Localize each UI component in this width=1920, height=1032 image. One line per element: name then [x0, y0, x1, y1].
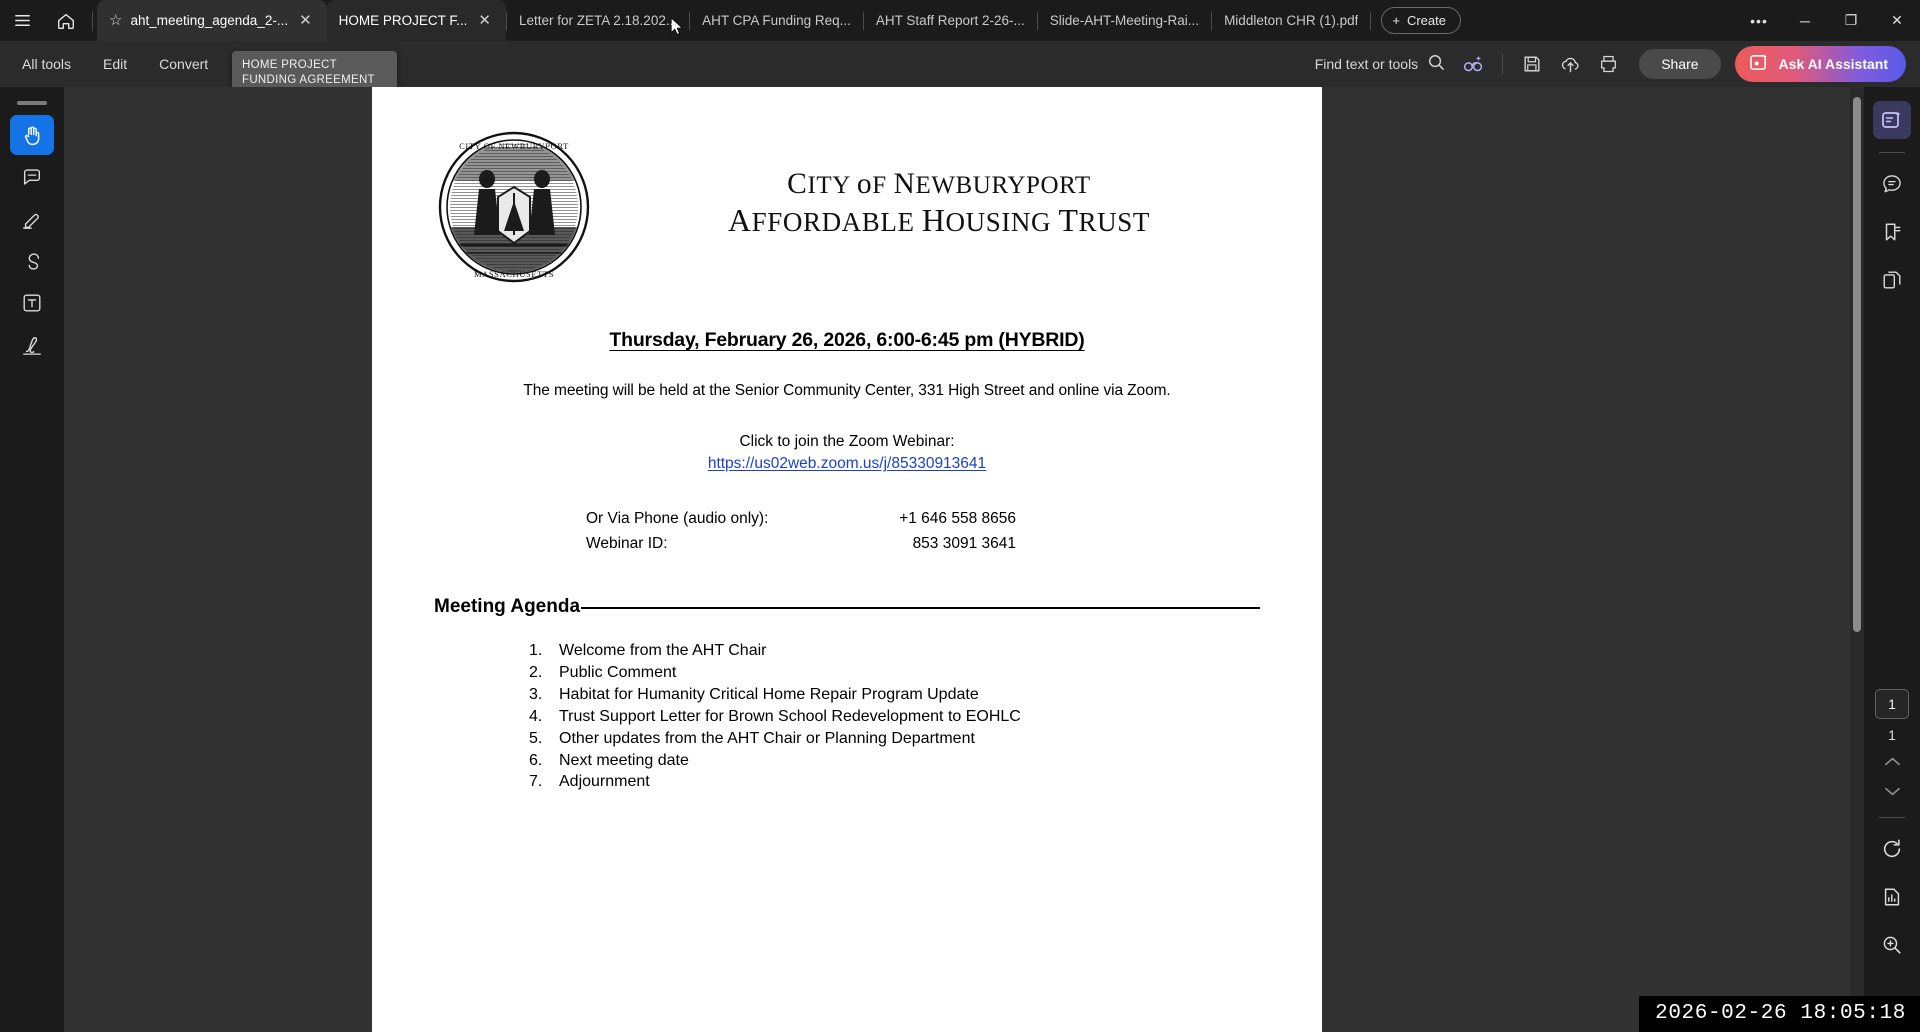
chevron-down-icon[interactable] [1883, 785, 1902, 803]
tab-label: AHT CPA Funding Req... [702, 13, 851, 28]
left-tool-rail [0, 87, 64, 1032]
list-item [529, 706, 1260, 727]
all-tools-button[interactable]: All tools [22, 56, 72, 72]
svg-text:MASSACHUSETTS: MASSACHUSETTS [473, 269, 555, 279]
agenda-list [529, 640, 1260, 793]
maximize-button[interactable]: ❐ [1844, 12, 1858, 28]
phone-label: Or Via Phone (audio only): [586, 510, 769, 527]
tab-letter-for-zeta[interactable] [507, 0, 689, 41]
plus-icon: + [1392, 13, 1400, 28]
agenda-item-number: 1. [529, 642, 543, 659]
fill-sign-tool-icon[interactable] [10, 325, 54, 365]
list-item [529, 750, 1260, 771]
text-edit-tool-icon[interactable] [10, 283, 54, 323]
agenda-item-number: 5. [529, 729, 543, 747]
document-scrollbar[interactable] [1850, 87, 1864, 1032]
tab-label: aht_meeting_agenda_2-... [130, 13, 289, 28]
phone-row [586, 508, 1260, 529]
star-icon[interactable]: ☆ [109, 12, 123, 29]
tab-label: AHT Staff Report 2-26-... [875, 13, 1025, 28]
agenda-item-number: 3. [529, 685, 543, 703]
rail-drag-handle[interactable] [17, 101, 47, 105]
hamburger-menu-icon[interactable] [0, 0, 44, 41]
tab-divider [1370, 12, 1371, 30]
search-icon[interactable] [1427, 53, 1446, 75]
meeting-location: The meeting will be held at the Senior Community Center, 331 High Street and online via Zoom. [523, 382, 1171, 399]
edit-menu-button[interactable]: Edit [103, 56, 128, 72]
more-options-icon[interactable]: ••• [1750, 12, 1768, 29]
phone-value: +1 646 558 8656 [899, 510, 1016, 527]
comment-tool-icon[interactable] [10, 157, 54, 197]
convert-menu-button[interactable]: Convert [159, 56, 209, 72]
toolbar-divider [1502, 53, 1503, 75]
pdf-page [372, 87, 1322, 1032]
agenda-item-number: 6. [529, 751, 543, 769]
list-item [529, 640, 1260, 661]
home-icon[interactable] [44, 0, 88, 41]
document-header [434, 127, 1260, 287]
webinar-id-row [586, 533, 1260, 554]
rotate-icon[interactable] [1873, 830, 1911, 868]
join-webinar-label: Click to join the Zoom Webinar: [739, 433, 955, 450]
close-icon[interactable]: ✕ [478, 12, 491, 29]
close-icon[interactable]: ✕ [299, 12, 312, 29]
save-icon[interactable] [1515, 47, 1549, 81]
rail-divider [1879, 152, 1905, 153]
tab-aht-cpa-funding-request[interactable] [690, 0, 863, 41]
share-button[interactable]: Share [1639, 49, 1720, 79]
close-window-button[interactable]: ✕ [1891, 12, 1903, 28]
dial-in-details [586, 508, 1260, 554]
agenda-item-text: Habitat for Humanity Critical Home Repair Program Update [559, 685, 979, 703]
agenda-item-number: 2. [529, 663, 543, 681]
list-item [529, 684, 1260, 705]
create-button[interactable] [1381, 7, 1461, 34]
agenda-item-text: Next meeting date [559, 751, 689, 769]
agenda-heading [434, 596, 1260, 618]
org-line-2: AFFORDABLE HOUSING TRUST [728, 203, 1150, 238]
minimize-button[interactable]: ─ [1800, 12, 1810, 29]
agenda-item-text: Public Comment [559, 663, 677, 681]
hand-tool-icon[interactable] [10, 115, 54, 155]
svg-text:CITY OF NEWBURYPORT: CITY OF NEWBURYPORT [459, 141, 569, 151]
meeting-datetime: Thursday, February 26, 2026, 6:00-6:45 pm (HYBRID) [609, 329, 1085, 351]
find-placeholder: Find text or tools [1314, 56, 1419, 72]
ai-highlight-icon[interactable] [1456, 47, 1490, 81]
tab-aht-staff-report[interactable] [864, 0, 1037, 41]
highlight-tool-icon[interactable] [10, 199, 54, 239]
scrollbar-thumb[interactable] [1853, 97, 1861, 632]
tab-label: Letter for ZETA 2.18.202... [519, 13, 678, 28]
page-properties-icon[interactable] [1873, 878, 1911, 916]
org-line-1: CITY oF NEWBURYPORT [787, 168, 1091, 200]
tab-tooltip: HOME PROJECT FUNDING AGREEMENT [232, 51, 397, 95]
organization-title [618, 127, 1260, 240]
ask-ai-assistant-button[interactable] [1735, 46, 1906, 82]
tab-middleton-chr[interactable] [1212, 0, 1370, 41]
window-controls [1736, 0, 1920, 41]
list-item [529, 771, 1260, 792]
tabbar-divider [92, 11, 93, 31]
cloud-upload-icon[interactable] [1553, 47, 1587, 81]
right-tool-rail [1864, 87, 1920, 1032]
tab-label: Slide-AHT-Meeting-Rai... [1049, 13, 1200, 28]
toolbar-menus [8, 50, 222, 78]
agenda-heading-text: Meeting Agenda [434, 596, 581, 617]
agenda-heading-rule [581, 607, 1260, 609]
chevron-up-icon[interactable] [1883, 755, 1902, 773]
agenda-item-number: 4. [529, 707, 543, 725]
agenda-item-number: 7. [529, 773, 543, 791]
system-clock: 2026-02-26 18:05:18 [1639, 996, 1920, 1032]
rail-divider-bottom [1879, 817, 1905, 818]
document-viewport[interactable] [64, 87, 1864, 1032]
zoom-webinar-link[interactable]: https://us02web.zoom.us/j/85330913641 [707, 455, 987, 472]
workspace [0, 87, 1920, 1032]
comments-icon[interactable] [1873, 165, 1911, 203]
zoom-in-icon[interactable] [1873, 926, 1911, 964]
city-seal-icon [434, 127, 594, 287]
erase-tool-icon[interactable] [10, 241, 54, 281]
webinar-id-value: 853 3091 3641 [912, 535, 1016, 552]
tab-slide-aht-meeting[interactable] [1038, 0, 1211, 41]
list-item [529, 728, 1260, 749]
agenda-item-text: Other updates from the AHT Chair or Planning Department [559, 729, 975, 747]
tab-home-project-funding[interactable] [327, 0, 506, 41]
tab-label: HOME PROJECT F... [338, 13, 468, 28]
webinar-id-label: Webinar ID: [586, 535, 668, 552]
ai-button-label: Ask AI Assistant [1778, 56, 1888, 72]
total-pages-label: 1 [1888, 727, 1896, 743]
find-input[interactable] [1309, 53, 1453, 75]
list-item [529, 662, 1260, 683]
bookmarks-icon[interactable] [1873, 213, 1911, 251]
print-icon[interactable] [1591, 47, 1625, 81]
agenda-item-text: Trust Support Letter for Brown School Redevelopment to EOHLC [559, 707, 1021, 725]
tab-label: Middleton CHR (1).pdf [1224, 13, 1359, 28]
create-label: Create [1406, 13, 1446, 28]
agenda-item-text: Welcome from the AHT Chair [559, 642, 767, 659]
ai-assistant-icon[interactable] [1873, 101, 1911, 139]
page-number-input[interactable]: 1 [1875, 689, 1909, 719]
tab-aht-meeting-agenda[interactable] [97, 0, 327, 41]
toolbar-right-group [1309, 46, 1906, 82]
ai-sparkle-icon [1749, 53, 1770, 75]
agenda-item-text: Adjournment [559, 773, 650, 791]
pages-thumbnail-icon[interactable] [1873, 261, 1911, 299]
browser-tab-bar [0, 0, 1920, 41]
main-toolbar [0, 41, 1920, 87]
